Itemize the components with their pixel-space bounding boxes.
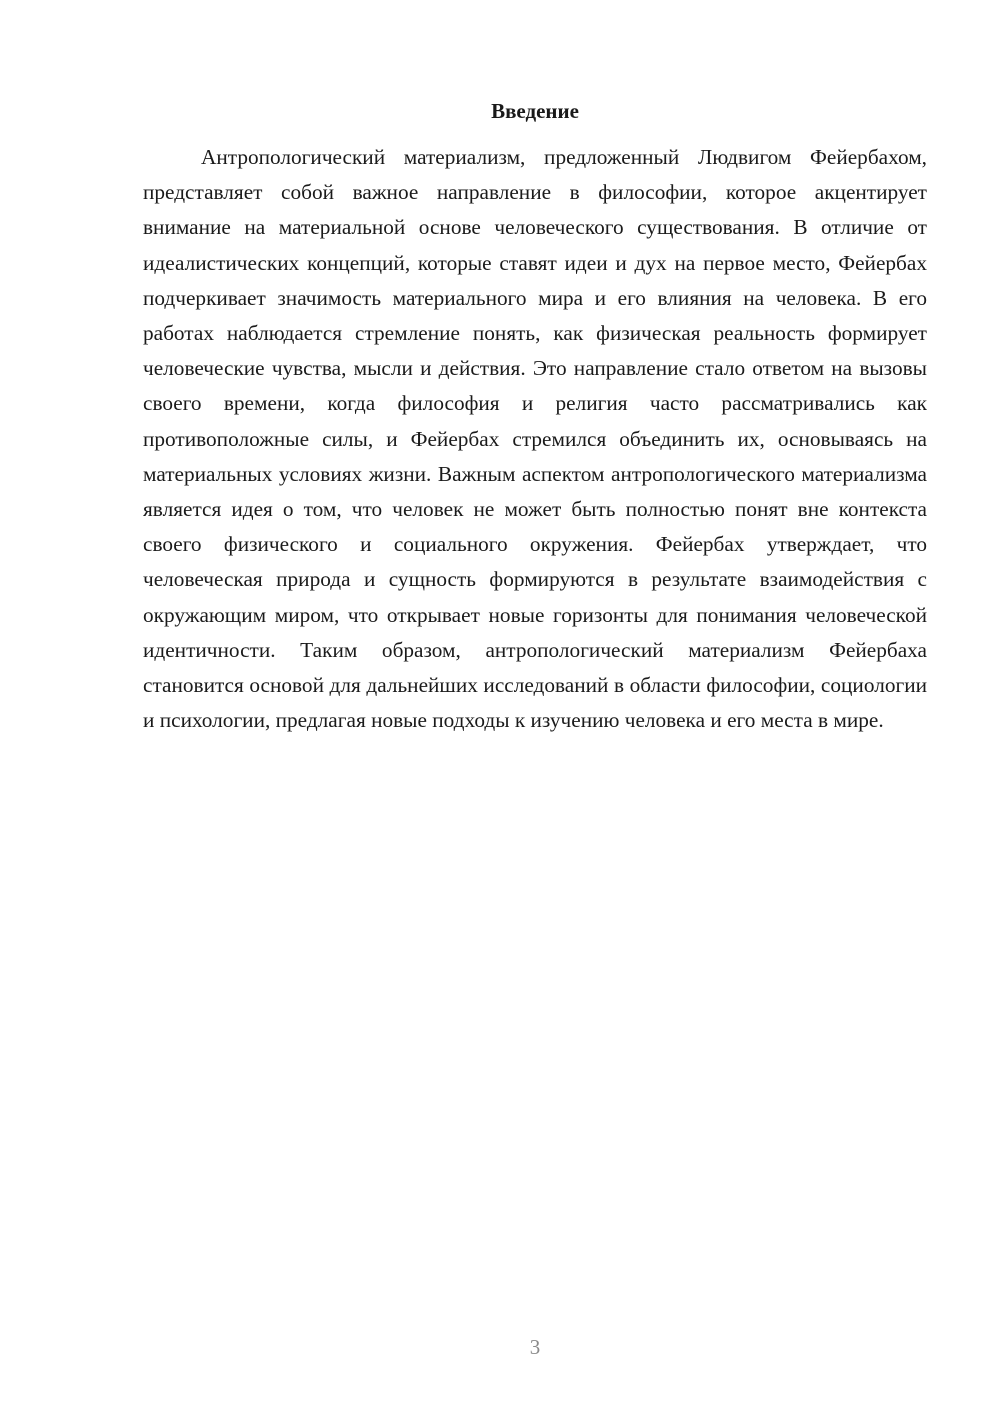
section-heading: Введение [491, 99, 579, 123]
body-paragraph: Антропологический материализм, предложенный Людвигом Фейербахом, представляет собой важное направление в философии, которое акцентирует внимание на материальной основе человеческого существования. В отличие от идеалистических концепций, которые ставят идеи и дух на первое место, Фейербах подчеркивает значимость материального мира и его влияния на человека. В его работах наблюдается стремление понять, как физическая реальность формирует человеческие чувства, мысли и действия. Это направление стало ответом на вызовы своего времени, когда философия и религия часто рассматривались как противоположные силы, и Фейербах стремился объединить их, основываясь на материальных условиях жизни. Важным аспектом антропологического материализма является идея о том, что человек не может быть полностью понят вне контекста своего физического и социального окружения. Фейербах утверждает, что человеческая природа и сущность формируются в результате взаимодействия с окружающим миром, что открывает новые горизонты для понимания человеческой идентичности. Таким образом, антропологический материализм Фейербаха становится основой для дальнейших исследований в области философии, социологии и психологии, предлагая новые подходы к изучению человека и его места в мире. [143, 145, 927, 733]
page-number: 3 [529, 1335, 541, 1359]
